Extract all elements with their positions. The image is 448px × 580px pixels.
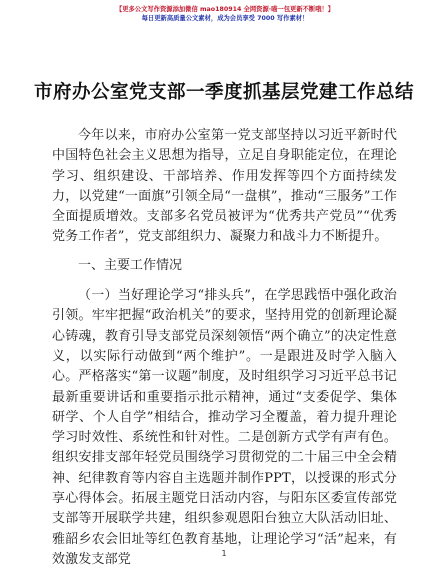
- promo-banner-line-1: 【更多公文写作资源添加微信 mao180914 全网资源·喵一包更新不断哦！】: [115, 6, 335, 13]
- intro-paragraph: 今年以来，市府办公室第一党支部坚持以习近平新时代中国特色社会主义思想为指导，立足自身职能定位，在理论学习、组织建设、干部培养、作用发挥等四个方面持续发力，以党建“一面旗”引领全局“一盘棋”，推动“三服务”工作全面提质增效。支部多名党员被评为“优秀共产党员”“优秀党务工作者”，党支部组织力、凝聚力和战斗力不断提升。: [52, 128, 397, 245]
- promo-banner-line-2: 每日更新高质量公文素材，成为会员享受 7000 写作素材！: [141, 15, 309, 22]
- document-body: [52, 126, 397, 570]
- document-title: 市府办公室党支部一季度抓基层党建工作总结: [33, 82, 414, 103]
- section-heading: 一、主要工作情况: [78, 257, 183, 273]
- page-number: 1: [221, 549, 227, 558]
- promo-banner: [100, 5, 350, 23]
- subsection-paragraph: （一）当好理论学习“排头兵”，在学思践悟中强化政治引领。牢牢把握“政治机关”的要求，坚持用党的创新理论凝心铸魂，教育引导支部党员深刻领悟“两个确立”的决定性意义，以实际行动做到“两个维护”。一是跟进及时学入脑入心。严格落实“第一议题”制度，及时组织学习习近平总书记最新重要讲话和重要指示批示精神，通过“支委促学、集体研学、个人自学”相结合，推动学习全覆盖，着力提升理论学习时效性、系统性和针对性。二是创新方式学有声有色。组织安排支部年轻党员围绕学习贯彻党的二十届三中全会精神、纪律教育等内容自主选题并制作PPT，以授课的形式分享心得体会。拓展主题党日活动内容，与阳东区委宣传部党支部等开展联学共建，组织参观恩阳台独立大队活动旧址、雅韶乡农会旧址等红色教育基地，让理论学习“活”起来，有效激发支部党: [52, 288, 397, 567]
